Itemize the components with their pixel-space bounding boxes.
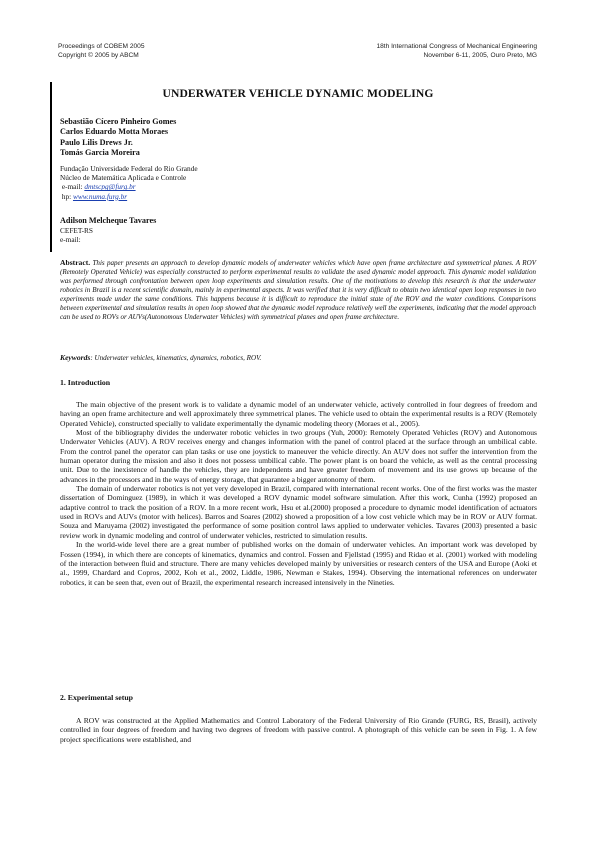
conference-name: Proceedings of COBEM 2005 — [58, 43, 145, 50]
congress-date-place: November 6-11, 2005, Ouro Preto, MG — [423, 52, 537, 59]
keywords-text: : Underwater vehicles, kinematics, dynamics, robotics, ROV. — [90, 354, 262, 362]
email-label: e-mail: — [61, 182, 85, 192]
homepage-link[interactable]: www.numa.furg.br — [72, 191, 128, 201]
author-name: Carlos Eduardo Motta Moraes — [60, 127, 169, 137]
affiliation-university: Fundação Universidade Federal do Rio Grande — [60, 164, 198, 173]
author-name: Sebastião Cícero Pinheiro Gomes — [60, 117, 177, 126]
keywords — [60, 353, 261, 362]
email-link[interactable]: dmtscpg@furg.br — [84, 182, 136, 192]
header-right — [376, 42, 537, 60]
keywords-label: Keywords — [60, 353, 91, 362]
affiliation-department: Núcleo de Matemática Aplicada e Controle — [60, 173, 187, 183]
introduction-body — [60, 400, 537, 587]
congress-name: 18th International Congress of Mechanical Engineering — [376, 43, 537, 50]
homepage-line — [60, 192, 198, 201]
author-name: Adilson Melcheque Tavares — [60, 216, 157, 225]
margin-bar — [50, 82, 52, 252]
author-name: Tomás Garcia Moreira — [60, 148, 140, 158]
paragraph: In the world-wide level there are a great number of published works on the domain of underwater vehicles. An important work was developed by Fossen (1994), in which there are concepts of kinematics, dynamics and control. Fossen and Fjellstad (1995) and Ridao et al. (2001) worked with modeling of the interaction between fluid and structure. There are many vehicles developed mainly by universities or research centers of the USA and Europe (Aoki et al., 1999, Chardard and Copros, 2002, Koh et al., 2002, Liddle, 1986, Newman e Stakes, 1994). Observing the international references on underwater robotics, it can be seen that, even out of Brazil, the experimental research increased intensively in the Nineties. — [60, 540, 537, 587]
author-list — [60, 117, 176, 159]
second-affiliation-block — [60, 216, 156, 245]
header-left — [58, 42, 145, 60]
paragraph: The main objective of the present work is to validate a dynamic model of an underwater vehicle, actively controlled in four degrees of freedom and having an open frame architecture and well approximately three symmetrical planes. The vehicle used to obtain the experimental results is a ROV (Remotely Operated Vehicle), constructed specially to validate experimentally the dynamic modeling theory (Moraes et al., 2005). — [60, 400, 537, 428]
affiliation-block — [60, 164, 198, 201]
abstract-text: This paper presents an approach to develop dynamic models of underwater vehicles which have open frame architecture and symmetrical planes. A ROV (Remotely Operated Vehicle) was especially constructed to perform experimental results to validate the used dynamic model approach. This dynamic model validation was performed through confrontation between open loop experiments and simulation results. One of the motivations to develop this research is that the underwater robotics in Brazil is a recent scientific domain, mainly in experimental aspects. It was verified that it is very difficult to obtain two identical open loop responses in two experiments made under the same conditions. This happens because it is difficult to reproduce the initial state of the ROV and the water conditions. Comparisons between experimental and simulation results in open loop showed that the dynamic model reproduce relatively well the experiments, indicating that the model approach can be used to ROVs or AUVs(Autonomous Underwater Vehicles) with symmetrical planes and open frame architecture. — [60, 259, 537, 321]
section-heading-introduction: 1. Introduction — [60, 378, 111, 387]
paper-title: UNDERWATER VEHICLE DYNAMIC MODELING — [162, 87, 434, 100]
email-line — [60, 182, 198, 191]
author-name: Paulo Lilis Drews Jr. — [60, 137, 133, 147]
affiliation-institution: CEFET-RS — [60, 225, 93, 235]
homepage-label: hp: — [61, 191, 73, 201]
abstract-label: Abstract. — [60, 258, 91, 267]
paragraph: A ROV was constructed at the Applied Mathematics and Control Laboratory of the Federal University of Rio Grande (FURG, RS, Brasil), actively controlled in four degrees of freedom and having two degrees of freedom with passive control. A photograph of this vehicle can be seen in Fig. 1. A few project specifications were established, and — [60, 716, 537, 744]
abstract — [60, 259, 536, 322]
email-label: e-mail: — [60, 235, 81, 245]
section-heading-experimental-setup: 2. Experimental setup — [60, 693, 133, 702]
paragraph: The domain of underwater robotics is not yet very developed in Brazil, compared with international recent works. One of the first works was the master dissertation of Dominguez (1989), in which it was developed a ROV dynamic model software simulation. After this work, Cunha (1992) proposed an adaptive control to track the position of a ROV. In a more recent work, Hsu et al.(2000) proposed a procedure to dynamic model identification of actuators used in ROVs and AUVs (motor with helices). Barros and Soares (2002) showed a proposition of a low cost vehicle which may be in ROV or AUV format. Souza and Maruyama (2002) investigated the performance of some position control laws applied to underwater vehicles. Tavares (2003) presented a basic review work in dynamic modeling and control of underwater vehicles, restricted to simulation results. — [60, 484, 537, 540]
copyright: Copyright © 2005 by ABCM — [58, 52, 139, 59]
paragraph: Most of the bibliography divides the underwater robotic vehicles in two groups (Yuh, 2000): Remotely Operated Vehicles (ROV) and Autonomous Underwater Vehicles (AUV). A ROV receives energy and changes information with the panel of control placed at the surface through an umbilical cable. From the control panel the operator can plan tasks or use one joystick to maneuver the vehicle directly. An AUV does not suffer the intervention from the human operator during the mission and also it does not possess umbilical cable. The power plant is on board the vehicle, as well as the central processing unit. Due to the inexistence of handle the vehicles, they are independents and have greater freedom of movement and its use grows up because of the advances in the processors and in the ways of energy storage, that guarantee a bigger autonomy of them. — [60, 428, 537, 484]
experimental-setup-body — [60, 716, 537, 744]
